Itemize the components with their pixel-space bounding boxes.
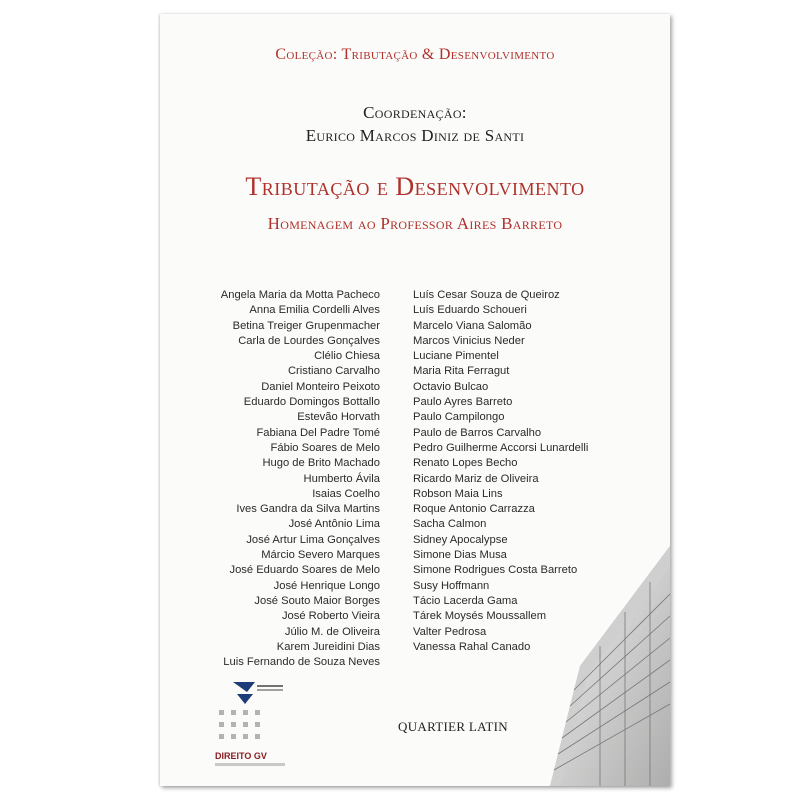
book-subtitle: Homenagem ao Professor Aires Barreto xyxy=(267,214,563,233)
author-name: Renato Lopes Becho xyxy=(413,457,518,470)
author-name: Tárek Moysés Moussallem xyxy=(413,610,547,623)
author-name: Roque Antonio Carrazza xyxy=(413,503,535,516)
series-title: Coleção: Tributação & Desenvolvimento xyxy=(275,46,555,63)
author-name: Luís Cesar Souza de Queiroz xyxy=(413,289,560,301)
author-name: Luís Eduardo Schoueri xyxy=(413,304,527,317)
author-name: Marcos Vinicius Neder xyxy=(413,334,525,347)
publisher-name: QUARTIER LATIN xyxy=(398,719,508,734)
author-name: Hugo de Brito Machado xyxy=(262,457,380,470)
author-name: Anna Emilia Cordelli Alves xyxy=(249,304,380,317)
author-name: Fabiana Del Padre Tomé xyxy=(256,426,380,439)
coordinator-name: Eurico Marcos Diniz de Santi xyxy=(305,126,525,145)
author-name: José Artur Lima Gonçalves xyxy=(246,533,380,546)
author-name: Isaias Coelho xyxy=(312,487,380,500)
building-illustration-icon xyxy=(540,546,670,786)
author-name: Ricardo Mariz de Oliveira xyxy=(413,472,539,485)
author-name: José Eduardo Soares de Melo xyxy=(229,564,380,577)
book-title: Tributação e Desenvolvimento xyxy=(245,172,585,201)
author-name: Carla de Lourdes Gonçalves xyxy=(238,334,380,347)
author-name: Humberto Ávila xyxy=(303,472,380,485)
author-name: Marcelo Viana Salomão xyxy=(413,319,532,332)
author-name: José Souto Maior Borges xyxy=(254,594,380,607)
author-name: Betina Treiger Grupenmacher xyxy=(232,319,380,332)
author-name: Sidney Apocalypse xyxy=(413,533,508,546)
author-name: Márcio Severo Marques xyxy=(261,549,380,562)
author-name: Octavio Bulcao xyxy=(413,380,489,393)
author-name: José Henrique Longo xyxy=(273,579,380,592)
author-name: Pedro Guilherme Accorsi Lunardelli xyxy=(413,441,589,454)
author-name: José Roberto Vieira xyxy=(281,610,380,623)
book-cover xyxy=(160,14,670,786)
author-name: Cristiano Carvalho xyxy=(287,365,380,378)
author-name: Tácio Lacerda Gama xyxy=(413,594,518,607)
author-name: Clélio Chiesa xyxy=(314,350,380,363)
author-name: Robson Maia Lins xyxy=(413,487,503,500)
author-name: Vanessa Rahal Canado xyxy=(413,640,531,653)
author-name: Paulo de Barros Carvalho xyxy=(413,426,542,439)
author-name: Paulo Ayres Barreto xyxy=(413,396,513,409)
author-name: Simone Dias Musa xyxy=(413,549,507,562)
author-name: Daniel Monteiro Peixoto xyxy=(261,380,380,393)
author-name: Luciane Pimentel xyxy=(413,350,499,363)
author-name: Angela Maria da Motta Pacheco xyxy=(220,289,380,301)
author-name: Paulo Campilongo xyxy=(413,411,505,424)
direito-gv-logo-text: DIREITO GV xyxy=(215,751,267,761)
author-name: José Antônio Lima xyxy=(288,518,380,531)
coordination-label: Coordenação: xyxy=(363,103,467,122)
author-name: Valter Pedrosa xyxy=(413,625,487,638)
author-name: Sacha Calmon xyxy=(413,518,487,531)
author-name: Júlio M. de Oliveira xyxy=(284,625,380,638)
author-name: Susy Hoffmann xyxy=(413,579,490,592)
author-name: Luis Fernando de Souza Neves xyxy=(223,656,380,669)
author-name: Estevão Horvath xyxy=(297,411,380,424)
author-name: Simone Rodrigues Costa Barreto xyxy=(413,564,578,577)
author-name: Ives Gandra da Silva Martins xyxy=(236,503,380,516)
author-name: Maria Rita Ferragut xyxy=(413,365,510,378)
logo-underline xyxy=(215,763,285,766)
author-name: Fábio Soares de Melo xyxy=(270,441,380,454)
authors-left-column xyxy=(170,288,380,670)
author-name: Eduardo Domingos Bottallo xyxy=(243,396,380,409)
author-name: Karem Jureidini Dias xyxy=(276,640,380,653)
